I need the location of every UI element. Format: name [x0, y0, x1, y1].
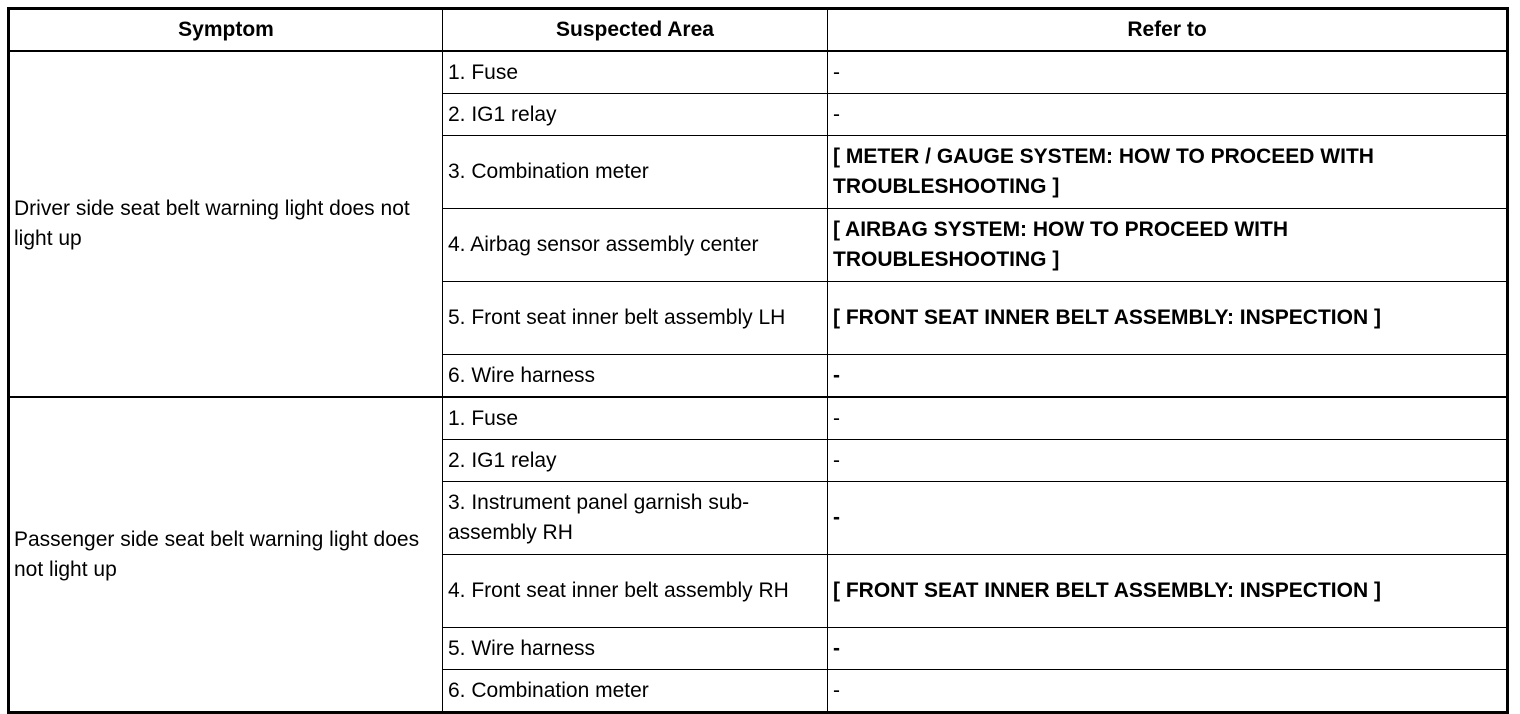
header-row — [9, 9, 1508, 52]
suspected-area-cell: 6. Wire harness — [443, 355, 828, 398]
symptom-cell: Driver side seat belt warning light does not light up — [9, 51, 443, 397]
table-row — [9, 397, 1508, 440]
refer-to-cell: - — [828, 670, 1508, 713]
refer-to-link[interactable]: [ FRONT SEAT INNER BELT ASSEMBLY: INSPECTION ] — [828, 555, 1508, 628]
suspected-area-cell: 4. Airbag sensor assembly center — [443, 209, 828, 282]
suspected-area-cell: 4. Front seat inner belt assembly RH — [443, 555, 828, 628]
suspected-area-cell: 2. IG1 relay — [443, 440, 828, 482]
header-refer-to: Refer to — [828, 9, 1508, 52]
suspected-area-cell: 3. Combination meter — [443, 136, 828, 209]
refer-to-cell: - — [828, 51, 1508, 94]
suspected-area-cell: 1. Fuse — [443, 51, 828, 94]
refer-to-link[interactable]: [ AIRBAG SYSTEM: HOW TO PROCEED WITH TROUBLESHOOTING ] — [828, 209, 1508, 282]
suspected-area-cell: 5. Front seat inner belt assembly LH — [443, 282, 828, 355]
header-symptom: Symptom — [9, 9, 443, 52]
suspected-area-cell: 3. Instrument panel garnish sub-assembly RH — [443, 482, 828, 555]
refer-to-cell: - — [828, 397, 1508, 440]
suspected-area-cell: 6. Combination meter — [443, 670, 828, 713]
suspected-area-cell: 1. Fuse — [443, 397, 828, 440]
suspected-area-cell: 5. Wire harness — [443, 628, 828, 670]
refer-to-cell: - — [828, 355, 1508, 398]
suspected-area-cell: 2. IG1 relay — [443, 94, 828, 136]
header-suspected-area: Suspected Area — [443, 9, 828, 52]
refer-to-link[interactable]: [ METER / GAUGE SYSTEM: HOW TO PROCEED WITH TROUBLESHOOTING ] — [828, 136, 1508, 209]
refer-to-cell: - — [828, 482, 1508, 555]
troubleshooting-table — [7, 7, 1509, 714]
table-row — [9, 51, 1508, 94]
refer-to-cell: - — [828, 628, 1508, 670]
refer-to-cell: - — [828, 94, 1508, 136]
symptom-cell: Passenger side seat belt warning light does not light up — [9, 397, 443, 713]
refer-to-cell: - — [828, 440, 1508, 482]
refer-to-link[interactable]: [ FRONT SEAT INNER BELT ASSEMBLY: INSPECTION ] — [828, 282, 1508, 355]
